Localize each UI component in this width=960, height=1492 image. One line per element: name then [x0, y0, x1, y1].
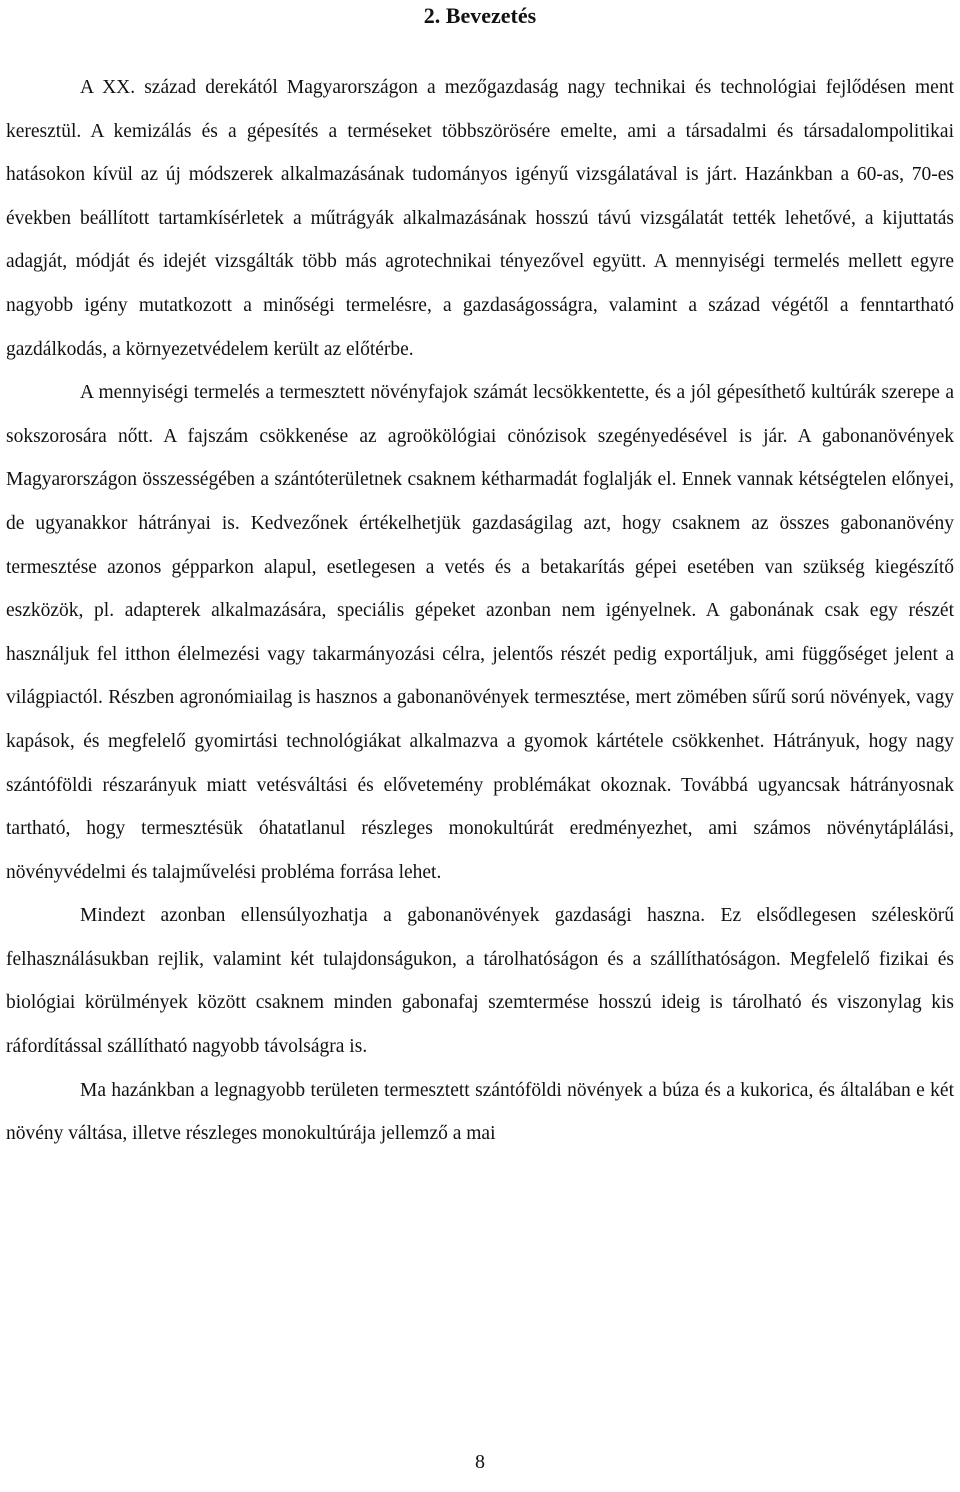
page-number: 8	[475, 1451, 485, 1473]
paragraph-intro: A XX. század derekától Magyarországon a mezőgazdaság nagy technikai és technológiai fejlődésen ment keresztül. A kemizálás és a gépesítés a terméseket többszörösére emelte, ami a társadalmi és társadalompolitikai hatásokon kívül az új módszerek alkalmazásának tudományos igényű vizsgálatával is járt. Hazánkban a 60-as, 70-es években beállított tartamkísérletek a műtrágyák alkalmazásának hosszú távú vizsgálatát tették lehetővé, a kijuttatás adagját, módját és idejét vizsgálták több más agrotechnikai tényezővel együtt. A mennyiségi termelés mellett egyre nagyobb igény mutatkozott a minőségi termelésre, a gazdaságosságra, valamint a század végétől a fenntartható gazdálkodás, a környezetvédelem került az előtérbe.	[6, 77, 954, 360]
paragraph-wheat-maize: Ma hazánkban a legnagyobb területen termesztett szántóföldi növények a búza és a kukorica, és általában e két növény váltása, illetve részleges monokultúrája jellemző a mai	[6, 1079, 954, 1145]
paragraph-crop-species: A mennyiségi termelés a termesztett növényfajok számát lecsökkentette, és a jól gépesíthető kultúrák szerepe a sokszorosára nőtt. A fajszám csökkenése az agroökölógiai cönózisok szegényedésével is jár. A gabonanövények Magyarországon összességében a szántóterületnek csaknem kétharmadát foglalják el. Ennek vannak kétségtelen előnyei, de ugyanakkor hátrányai is. Kedvezőnek értékelhetjük gazdaságilag azt, hogy csaknem az összes gabonanövény termesztése azonos gépparkon alapul, esetlegesen a vetés és a betakarítás gépei esetében van szükség kiegészítő eszközök, pl. adapterek alkalmazására, speciális gépeket azonban nem igényelnek. A gabonának csak egy részét használjuk fel itthon élelmezési vagy takarmányozási célra, jelentős részét pedig exportáljuk, ami függőséget jelent a világpiactól. Részben agronómiailag is hasznos a gabonanövények termesztése, mert zömében sűrű sorú növények, vagy kapások, és megfelelő gyomirtási technológiákat alkalmazva a gyomok kártétele csökkenhet. Hátrányuk, hogy nagy szántóföldi részarányuk miatt vetésváltási és elővetemény problémákat okoznak. Továbbá ugyancsak hátrányosnak tartható, hogy termesztésük óhatatlanul részleges monokultúrát eredményezhet, ami számos növénytáplálási, növényvédelmi és talajművelési probléma forrása lehet.	[6, 382, 954, 883]
document-page	[6, 0, 954, 1156]
paragraph-economic-benefit: Mindezt azonban ellensúlyozhatja a gabonanövények gazdasági haszna. Ez elsődlegesen széleskörű felhasználásukban rejlik, valamint két tulajdonságukon, a tárolhatóságon és a szállíthatóságon. Megfelelő fizikai és biológiai körülmények között csaknem minden gabonafaj szemtermése hosszú ideig is tárolható és viszonylag kis ráfordítással szállítható nagyobb távolságra is.	[6, 905, 954, 1058]
body-text	[6, 66, 954, 1156]
section-heading: 2. Bevezetés	[423, 3, 537, 28]
